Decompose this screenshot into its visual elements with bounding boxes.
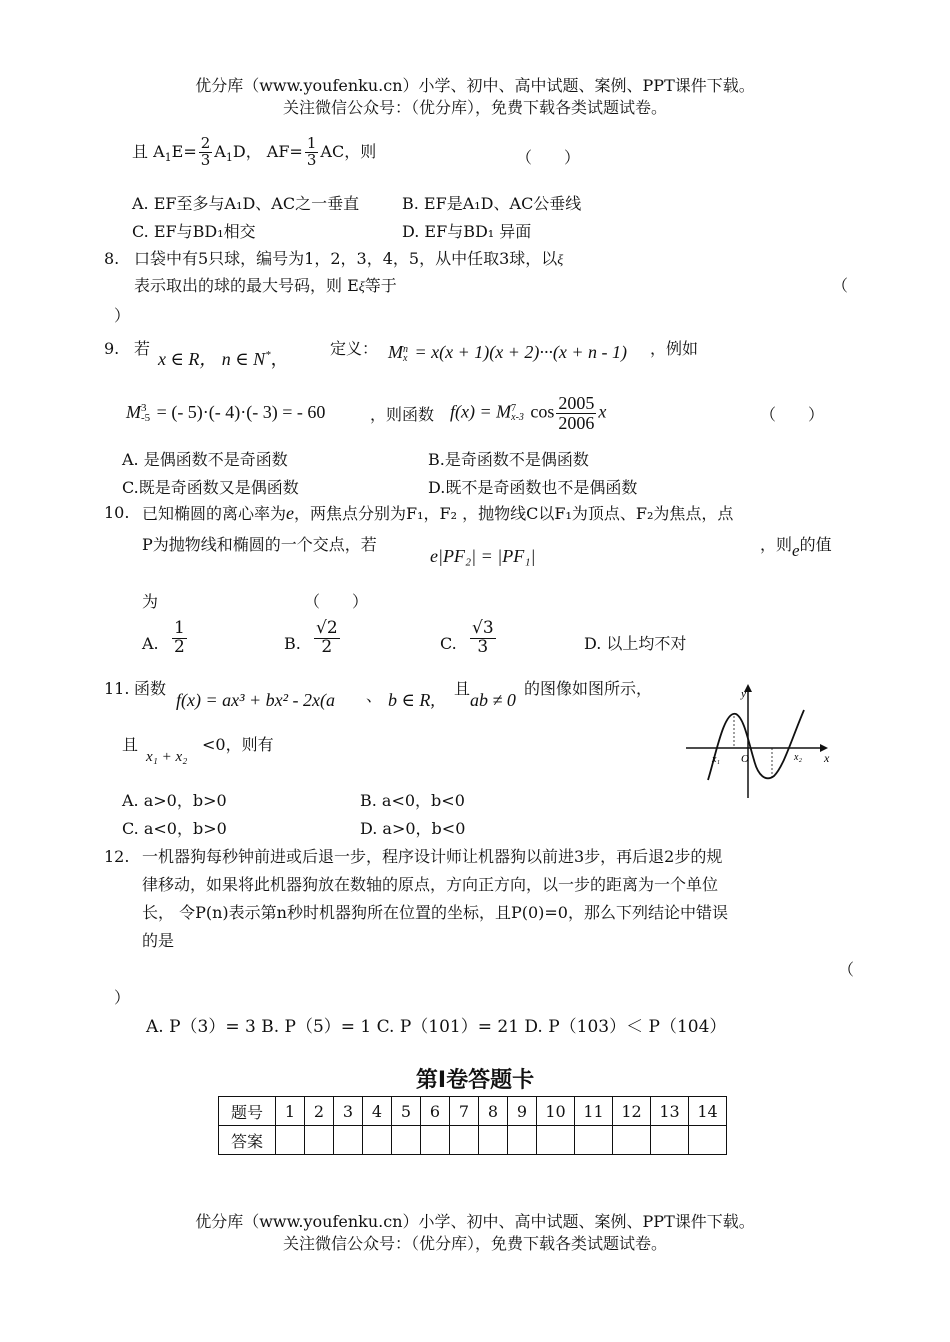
header-line-1: 优分库（www.youfenku.cn）小学、初中、高中试题、案例、PPT课件下载。 xyxy=(195,76,755,95)
answer-cell[interactable] xyxy=(450,1126,479,1155)
q8-xi: ξ xyxy=(557,253,564,268)
q9-function xyxy=(450,394,606,433)
q9-x: x xyxy=(598,401,607,422)
q11-b-in-r: b ∈ R, xyxy=(388,690,435,710)
answer-card-number: 4 xyxy=(363,1097,392,1126)
q10-option-c-num: √3 xyxy=(472,618,494,638)
q7-stem-c: A xyxy=(214,141,226,161)
q8-line-2-text: 表示取出的球的最大号码，则 E xyxy=(134,276,359,295)
q11-lead: 函数 xyxy=(134,679,167,698)
answer-card-row-numbers xyxy=(219,1097,727,1126)
footer-line-1: 优分库（www.youfenku.cn）小学、初中、高中试题、案例、PPT课件下载。 xyxy=(195,1212,755,1231)
answer-card-number: 1 xyxy=(276,1097,305,1126)
q9-comma: ， xyxy=(270,349,289,369)
q9-option-a: A. 是偶函数不是奇函数 xyxy=(122,450,288,469)
q9-fx: f(x) = M xyxy=(450,401,512,422)
graph-curve xyxy=(708,710,804,780)
q10-line-2: P为抛物线和椭圆的一个交点，若 xyxy=(142,535,377,554)
q9-def-M-sub: x xyxy=(403,352,408,364)
answer-cell[interactable] xyxy=(479,1126,508,1155)
answer-card-number: 9 xyxy=(508,1097,537,1126)
q11-function: f(x) = ax³ + bx² - 2x(a xyxy=(176,690,336,710)
q10-number: 10. xyxy=(104,503,130,522)
q9-paren: （ ） xyxy=(760,405,825,424)
q9-condition-text: x ∈ R， n ∈ N xyxy=(158,349,266,369)
q10-option-b-frac xyxy=(312,620,342,657)
q10-option-b-label: B. xyxy=(284,634,301,653)
q10-line-2-end xyxy=(760,535,832,561)
q7-stem-d: D， AF= xyxy=(232,141,303,161)
q12-line-2: 律移动，如果将此机器狗放在数轴的原点，方向正方向，以一步的距离为一个单位 xyxy=(142,875,719,894)
q11-tail: 的图像如图所示， xyxy=(524,679,653,698)
q8-line-2-tail: 等于 xyxy=(364,276,397,295)
q10-line-1a: 已知椭圆的离心率为 xyxy=(142,504,287,523)
q8-number: 8. xyxy=(104,249,120,268)
answer-card-number: 3 xyxy=(334,1097,363,1126)
q9-example xyxy=(126,402,325,424)
answer-card-number: 7 xyxy=(450,1097,479,1126)
q12-line-4: 的是 xyxy=(142,931,175,950)
answer-card-number: 6 xyxy=(421,1097,450,1126)
q9-frac xyxy=(556,394,596,433)
q11-line-2-a: 且 xyxy=(122,735,139,754)
q7-stem: 且 $A_1E=$ $\frac{2}{3}$ $A_1D$， AF= $\frac{1}{3}$ AC，则 xyxy=(132,134,377,169)
q10-e-2: e xyxy=(792,541,800,560)
header-line-2: 关注微信公众号：（优分库），免费下载各类试题试卷。 xyxy=(282,98,667,117)
q8-line-1-text: 口袋中有5只球，编号为1，2，3，4，5，从中任取3球，以 xyxy=(134,249,558,268)
q10-line-1b: ，两焦点分别为F₁，F₂ ，抛物线C以F₁为顶点、F₂为焦点，点 xyxy=(294,504,734,523)
q9-fx-sup: 7 xyxy=(511,403,517,415)
q9-fx-sub: x-3 xyxy=(511,412,524,424)
q12-line-3: 长， 令P(n)表示第n秒时机器狗所在位置的坐标，且P(0)=0，那么下列结论中错误 xyxy=(142,903,728,922)
q10-option-a-frac xyxy=(170,620,189,657)
q10-paren: （ ） xyxy=(304,592,369,611)
answer-cell[interactable] xyxy=(276,1126,305,1155)
footer-line-2: 关注微信公众号：（优分库），免费下载各类试题试卷。 xyxy=(282,1234,667,1253)
q10-option-c-frac xyxy=(468,620,498,657)
q10-option-b-den: 2 xyxy=(321,636,333,657)
q11-option-d: D. a>0，b<0 xyxy=(360,819,466,838)
answer-card-number: 12 xyxy=(613,1097,651,1126)
q7-frac-1-den: 3 xyxy=(200,150,211,169)
q10-option-a-num: 1 xyxy=(174,618,185,638)
answer-card-table xyxy=(218,1096,727,1155)
q11-qie: 且 xyxy=(454,679,471,698)
q9-def-M-sup: n xyxy=(403,343,408,355)
q9-ruo: 若 xyxy=(134,339,151,358)
q12-paren-open: （ xyxy=(838,960,855,979)
answer-card-number: 5 xyxy=(392,1097,421,1126)
q10-option-a-label: A. xyxy=(142,634,159,653)
answer-cell[interactable] xyxy=(689,1126,727,1155)
answer-cell[interactable] xyxy=(508,1126,537,1155)
answer-card-row-answers xyxy=(219,1126,727,1155)
graph-label-x1: x₁ xyxy=(712,754,720,765)
answer-card-number: 2 xyxy=(305,1097,334,1126)
answer-cell[interactable] xyxy=(305,1126,334,1155)
answer-cell[interactable] xyxy=(392,1126,421,1155)
answer-card-number: 14 xyxy=(689,1097,727,1126)
answer-card-label-answer: 答案 xyxy=(219,1126,276,1155)
graph-label-x2: x₂ xyxy=(794,752,802,763)
q9-def-expr: = x(x + 1)(x + 2)···(x + n - 1) xyxy=(410,342,628,362)
q10-option-c-den: 3 xyxy=(477,636,489,657)
q7-paren: （ ） xyxy=(516,148,581,167)
q7-option-a: A. EF至多与A₁D、AC之一垂直 xyxy=(132,194,360,213)
q7-frac-1 xyxy=(199,136,213,169)
graph-label-y: y xyxy=(741,688,746,700)
q9-option-d: D.既不是奇函数也不是偶函数 xyxy=(428,478,638,497)
q10-option-b-num: √2 xyxy=(316,618,338,638)
answer-card-number: 10 xyxy=(537,1097,575,1126)
q9-frac-num: 2005 xyxy=(558,393,595,413)
q12-number: 12. xyxy=(104,847,130,866)
q9-number: 9. xyxy=(104,339,120,358)
q9-def-M: M xyxy=(388,342,403,362)
answer-cell[interactable] xyxy=(421,1126,450,1155)
q9-example-label: ，例如 xyxy=(650,339,699,358)
q7-stem-b: E= xyxy=(171,141,197,161)
q9-definition-label: 定义： xyxy=(330,339,379,358)
answer-cell[interactable] xyxy=(363,1126,392,1155)
q9-frac-den: 2006 xyxy=(558,412,595,433)
q8-paren-open: （ xyxy=(832,276,849,295)
answer-cell[interactable] xyxy=(537,1126,575,1155)
q7-frac-2-num: 1 xyxy=(306,134,317,152)
q9-then: ，则函数 xyxy=(370,405,435,424)
q7-stem-a: 且 A xyxy=(132,141,165,161)
q11-sum: x₁ + x₂ xyxy=(146,749,188,765)
q8-paren-close: ） xyxy=(114,306,131,325)
q11-graph xyxy=(686,680,836,800)
q9-cos: cos xyxy=(525,401,555,422)
answer-card-number: 8 xyxy=(479,1097,508,1126)
q10-option-d: D. 以上均不对 xyxy=(584,634,687,653)
answer-cell[interactable] xyxy=(613,1126,651,1155)
q11-option-a: A. a>0，b>0 xyxy=(122,791,227,810)
q11-option-b: B. a<0，b<0 xyxy=(360,791,465,810)
answer-card-number: 11 xyxy=(575,1097,613,1126)
q9-option-c: C.既是奇函数又是偶函数 xyxy=(122,478,299,497)
q9-condition xyxy=(158,349,289,371)
q11-line-2-b: <0，则有 xyxy=(202,735,274,754)
q11-dun: 、 xyxy=(366,686,383,705)
q9-definition xyxy=(388,342,627,364)
q9-ex-M: M xyxy=(126,402,141,422)
q8-xi-2: ξ xyxy=(358,280,365,295)
q10-line-2c: 的值 xyxy=(799,535,832,554)
answer-cell[interactable] xyxy=(575,1126,613,1155)
q10-line-2b: ，则 xyxy=(760,535,793,554)
answer-cell[interactable] xyxy=(651,1126,689,1155)
q9-ex-sub: -5 xyxy=(141,411,151,424)
q7-option-b: B. EF是A₁D、AC公垂线 xyxy=(402,194,582,213)
q10-option-c-label: C. xyxy=(440,634,457,653)
graph-label-origin: O xyxy=(741,753,749,765)
q9-option-b: B.是奇函数不是偶函数 xyxy=(428,450,589,469)
q11-number: 11. xyxy=(104,679,130,698)
q7-option-c: C. EF与BD₁相交 xyxy=(132,222,256,241)
answer-card-title: 第Ⅰ卷答题卡 xyxy=(415,1068,535,1093)
q8-line-2 xyxy=(134,276,397,297)
q7-frac-2-den: 3 xyxy=(306,150,317,169)
q10-option-a-den: 2 xyxy=(174,636,185,657)
q7-option-d: D. EF与BD₁ 异面 xyxy=(402,222,532,241)
q10-line-1 xyxy=(142,503,733,525)
q11-option-c: C. a<0，b>0 xyxy=(122,819,227,838)
q12-options: A. P（3）= 3 B. P（5）= 1 C. P（101）= 21 D. P（103）＜ P（104） xyxy=(146,1017,727,1037)
q9-star: * xyxy=(265,349,271,361)
answer-card-label-number: 题号 xyxy=(219,1097,276,1126)
q9-ex-sup: 3 xyxy=(141,401,147,414)
q10-line-3: 为 xyxy=(142,592,159,611)
q10-condition: e|PF₂| = |PF₁| xyxy=(430,546,536,566)
q7-frac-2 xyxy=(305,136,319,169)
q12-line-1: 一机器狗每秒钟前进或后退一步，程序设计师让机器狗以前进3步，再后退2步的规 xyxy=(142,847,723,866)
q9-ex-expr: = (- 5)·(- 4)·(- 3) = - 60 xyxy=(152,402,326,422)
answer-cell[interactable] xyxy=(334,1126,363,1155)
q8-line-1 xyxy=(134,249,563,270)
q7-stem-e: AC，则 xyxy=(320,141,377,161)
q7-frac-1-num: 2 xyxy=(200,134,211,152)
answer-card-number: 13 xyxy=(651,1097,689,1126)
q12-paren-close: ） xyxy=(114,988,131,1007)
q11-ab: ab ≠ 0 xyxy=(470,690,516,710)
graph-label-x: x xyxy=(824,751,830,765)
q10-e: e xyxy=(286,503,295,523)
